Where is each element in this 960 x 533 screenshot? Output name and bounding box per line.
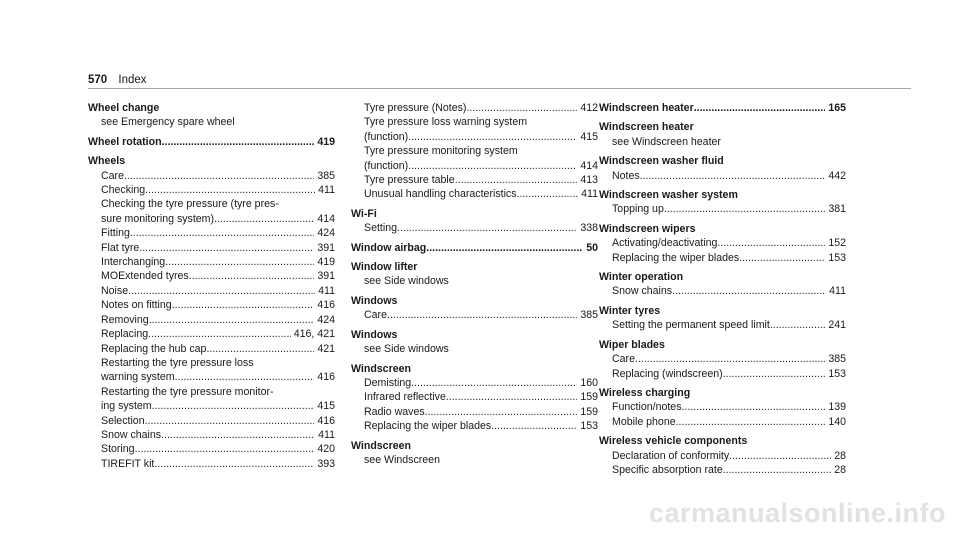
subentry-text: Tyre pressure table [364, 174, 455, 187]
dot-leader [214, 212, 314, 226]
dot-leader [411, 376, 577, 390]
page-ref: 28 [834, 463, 846, 476]
index-subentry [88, 457, 335, 471]
index-entry [351, 439, 598, 468]
subentry-text: Replacing the wiper blades [612, 251, 740, 264]
index-entry [599, 154, 846, 183]
subentry-text: Fitting [101, 227, 130, 240]
dot-leader [408, 130, 577, 144]
index-subentry [88, 442, 335, 456]
index-subentry [599, 367, 846, 381]
entry-heading: Windscreen washer system [599, 189, 738, 202]
dot-leader [139, 241, 314, 255]
index-entry [599, 270, 846, 299]
page-ref: 140 [828, 415, 846, 428]
entry-heading: Winter operation [599, 271, 684, 284]
page-header [88, 74, 147, 86]
dot-leader [161, 428, 315, 442]
index-subentry [599, 169, 846, 183]
dot-leader [387, 308, 577, 322]
subentry-text: Storing [101, 443, 135, 456]
page-ref: 411 [318, 284, 335, 297]
page-ref: 411 [581, 188, 598, 201]
index-subentry [599, 236, 846, 250]
page-ref: 338 [580, 222, 598, 235]
subentry-text: Tyre pressure (Notes) [364, 102, 467, 114]
index-subentry [351, 187, 598, 201]
page-ref: 416, 421 [293, 328, 335, 341]
page-ref: 385 [580, 309, 598, 322]
entry-heading: Windscreen [351, 362, 411, 375]
page-ref: 153 [828, 251, 846, 264]
subentry-text: Snow chains [101, 428, 162, 441]
subentry-text: Replacing [101, 328, 149, 341]
subentry-text: (function) [364, 159, 409, 172]
subentry-text: Setting the permanent speed limit [612, 319, 770, 332]
entry-heading: Wheel change [88, 102, 160, 114]
page-ref: 416 [317, 299, 335, 312]
page-ref: 165 [828, 102, 846, 114]
index-subentry [88, 370, 335, 384]
index-subentry [599, 251, 846, 265]
page-ref: 153 [828, 367, 846, 380]
entry-heading: Windscreen heater [599, 121, 694, 134]
page-ref: 385 [317, 169, 335, 182]
index-subentry [351, 405, 598, 419]
subentry-text: Care [612, 353, 635, 366]
subentry-text: Declaration of conformity [612, 449, 730, 462]
dot-leader [135, 442, 315, 456]
page-ref: 153 [580, 420, 598, 433]
dot-leader [152, 399, 315, 413]
dot-leader [517, 187, 579, 201]
entry-heading: Windows [351, 294, 398, 307]
index-subentry: Tyre pressure monitoring system [364, 145, 518, 158]
subentry-text: Snow chains [612, 285, 673, 298]
subentry-text: Checking [101, 184, 146, 197]
dot-leader [172, 298, 315, 312]
subentry-text: Function/notes [612, 401, 682, 414]
index-subentry [88, 284, 335, 298]
index-subentry [351, 101, 598, 115]
dot-leader [729, 449, 831, 463]
page-ref: 385 [828, 353, 846, 366]
dot-leader [154, 457, 314, 471]
page-ref: 411 [318, 428, 335, 441]
subentry-text: Topping up [612, 203, 664, 216]
subentry-text: (function) [364, 130, 409, 143]
dot-leader [446, 390, 577, 404]
index-subentry [351, 376, 598, 390]
index-subentry [88, 414, 335, 428]
dot-leader [664, 202, 825, 216]
heading-text: Wheel rotation [88, 135, 162, 148]
index-subentry [88, 169, 335, 183]
index-subentry: Checking the tyre pressure (tyre pres- [101, 198, 279, 211]
dot-leader [145, 414, 315, 428]
subentry-text: Replacing the wiper blades [364, 420, 492, 433]
page-ref: 419 [317, 135, 335, 148]
subentry-text: Setting [364, 222, 397, 235]
index-subentry [88, 226, 335, 240]
index-subentry: Restarting the tyre pressure monitor- [101, 385, 274, 398]
entry-heading: Window lifter [351, 261, 418, 274]
dot-leader [672, 284, 826, 298]
index-entry [599, 386, 846, 429]
entry-heading: Wiper blades [599, 338, 665, 351]
index-subentry [88, 183, 335, 197]
entry-heading: Wireless charging [599, 386, 691, 399]
dot-leader [425, 405, 578, 419]
subentry-text: Demisting [364, 376, 412, 389]
page-ref: 415 [580, 130, 598, 143]
dot-leader [717, 236, 825, 250]
index-subentry [599, 400, 846, 414]
dot-leader [682, 400, 826, 414]
index-entry [351, 260, 598, 289]
index-subentry [88, 428, 335, 442]
index-entry [599, 188, 846, 217]
page-ref: 159 [580, 391, 598, 404]
index-subentry [88, 241, 335, 255]
page-ref: 414 [317, 212, 335, 225]
dot-leader [640, 169, 826, 183]
index-column-3 [599, 101, 846, 482]
index-subentry [599, 352, 846, 366]
dot-leader [124, 169, 314, 183]
dot-leader [466, 101, 577, 115]
page-ref: 50 [586, 241, 598, 254]
dot-leader [455, 173, 578, 187]
header-divider [88, 88, 911, 89]
index-entry [599, 222, 846, 265]
dot-leader [397, 221, 577, 235]
index-entry [351, 328, 598, 357]
dot-leader [149, 313, 315, 327]
subentry-text: Infrared reflective [364, 391, 446, 404]
index-subentry: Tyre pressure loss warning system [364, 116, 528, 129]
page-ref: 139 [828, 401, 846, 414]
page-ref: 391 [317, 270, 335, 283]
page-ref: 412 [580, 102, 598, 114]
dot-leader [189, 269, 315, 283]
page-ref: 160 [580, 376, 598, 389]
index-entry [351, 207, 598, 236]
subentry-text: Interchanging [101, 256, 166, 269]
page-ref: 416 [317, 414, 335, 427]
index-entry [599, 120, 846, 149]
subentry-text: Care [364, 309, 387, 322]
dot-leader [162, 135, 315, 149]
page-ref: 415 [317, 400, 335, 413]
subentry-text: Notes on fitting [101, 299, 172, 312]
index-subentry [599, 463, 846, 477]
dot-leader [770, 318, 825, 332]
entry-heading: Windscreen wipers [599, 222, 696, 235]
page-ref: 416 [317, 371, 335, 384]
index-subentry: Restarting the tyre pressure loss [101, 356, 254, 369]
dot-leader [128, 284, 315, 298]
index-subentry [351, 419, 598, 433]
page-ref: 424 [317, 227, 335, 240]
index-entry [351, 241, 598, 255]
index-entry [599, 434, 846, 477]
subentry-text: MOExtended tyres [101, 270, 189, 283]
subentry-text: sure monitoring system) [101, 212, 215, 225]
index-subentry [88, 269, 335, 283]
index-subentry [351, 308, 598, 322]
index-subentry [351, 390, 598, 404]
dot-leader [206, 342, 314, 356]
entry-heading [88, 135, 335, 149]
index-subentry: see Windscreen heater [612, 135, 721, 148]
subentry-text: warning system [101, 371, 175, 384]
entry-heading: Windscreen [351, 439, 411, 452]
index-subentry: see Emergency spare wheel [101, 116, 235, 129]
index-entry [88, 101, 335, 130]
entry-heading: Wi-Fi [351, 207, 377, 220]
subentry-text: Radio waves [364, 405, 425, 418]
page-ref: 424 [317, 313, 335, 326]
dot-leader [676, 415, 826, 429]
page-ref: 413 [580, 174, 598, 187]
index-subentry [351, 159, 598, 173]
subentry-text: ing system [101, 400, 152, 413]
subentry-text: Care [101, 169, 124, 182]
heading-text: Window airbag [351, 241, 427, 254]
dot-leader [694, 101, 826, 115]
index-subentry [599, 415, 846, 429]
page-number: 570 [88, 74, 108, 86]
entry-heading: Windscreen washer fluid [599, 155, 724, 168]
index-subentry [599, 449, 846, 463]
entry-heading: Winter tyres [599, 304, 661, 317]
page-ref: 159 [580, 405, 598, 418]
heading-text: Windscreen heater [599, 102, 694, 114]
index-column-2 [351, 101, 598, 472]
page-ref: 421 [317, 342, 335, 355]
index-subentry: see Side windows [364, 275, 449, 288]
subentry-text: Notes [612, 169, 640, 182]
dot-leader [723, 463, 831, 477]
page-ref: 411 [829, 285, 846, 298]
dot-leader [148, 327, 291, 341]
section-title: Index [118, 74, 147, 86]
index-subentry: see Side windows [364, 343, 449, 356]
subentry-text: Removing [101, 313, 149, 326]
index-subentry [599, 284, 846, 298]
dot-leader [145, 183, 315, 197]
dot-leader [408, 159, 577, 173]
page-ref: 420 [317, 443, 335, 456]
subentry-text: Replacing the hub cap [101, 342, 207, 355]
watermark: carmanualsonline.info [648, 498, 946, 528]
index-entry [351, 362, 598, 434]
index-entry [599, 304, 846, 333]
index-entry [351, 294, 598, 323]
dot-leader [635, 352, 825, 366]
subentry-text: Selection [101, 414, 145, 427]
page-ref: 391 [317, 241, 335, 254]
subentry-text: Noise [101, 284, 129, 297]
dot-leader [175, 370, 315, 384]
page-ref: 241 [828, 319, 846, 332]
index-entry [351, 101, 598, 202]
index-subentry [88, 212, 335, 226]
index-subentry [351, 173, 598, 187]
index-subentry [351, 130, 598, 144]
dot-leader [491, 419, 577, 433]
index-subentry [599, 202, 846, 216]
page-ref: 414 [580, 159, 598, 172]
entry-heading [599, 101, 846, 115]
index-subentry [88, 313, 335, 327]
page-ref: 419 [317, 256, 335, 269]
page-ref: 152 [828, 237, 846, 250]
index-subentry [88, 342, 335, 356]
index-entry [599, 338, 846, 381]
page-ref: 442 [828, 169, 846, 182]
page-ref: 411 [318, 184, 335, 197]
subentry-text: Unusual handling characteristics [364, 188, 517, 201]
subentry-text: Activating/deactivating [612, 237, 718, 250]
subentry-text: TIREFIT kit [101, 457, 155, 470]
subentry-text: Flat tyre [101, 241, 140, 254]
index-subentry [88, 327, 335, 341]
entry-heading [351, 241, 598, 255]
index-entry [88, 154, 335, 471]
page-ref: 28 [834, 449, 846, 462]
dot-leader [739, 251, 825, 265]
entry-heading: Windows [351, 328, 398, 341]
index-entry [88, 135, 335, 149]
subentry-text: Replacing (windscreen) [612, 367, 723, 380]
index-subentry [351, 221, 598, 235]
subentry-text: Mobile phone [612, 415, 676, 428]
dot-leader [723, 367, 826, 381]
subentry-text: Specific absorption rate [612, 463, 723, 476]
page-ref: 393 [317, 457, 335, 470]
index-column-1 [88, 101, 335, 476]
dot-leader [130, 226, 314, 240]
page-ref: 381 [828, 203, 846, 216]
dot-leader [426, 241, 583, 255]
index-subentry [599, 318, 846, 332]
entry-heading: Wireless vehicle components [599, 435, 748, 448]
index-subentry [88, 399, 335, 413]
entry-heading: Wheels [88, 155, 126, 168]
dot-leader [165, 255, 314, 269]
index-subentry [88, 298, 335, 312]
index-subentry: see Windscreen [364, 453, 440, 466]
index-entry [599, 101, 846, 115]
index-subentry [88, 255, 335, 269]
